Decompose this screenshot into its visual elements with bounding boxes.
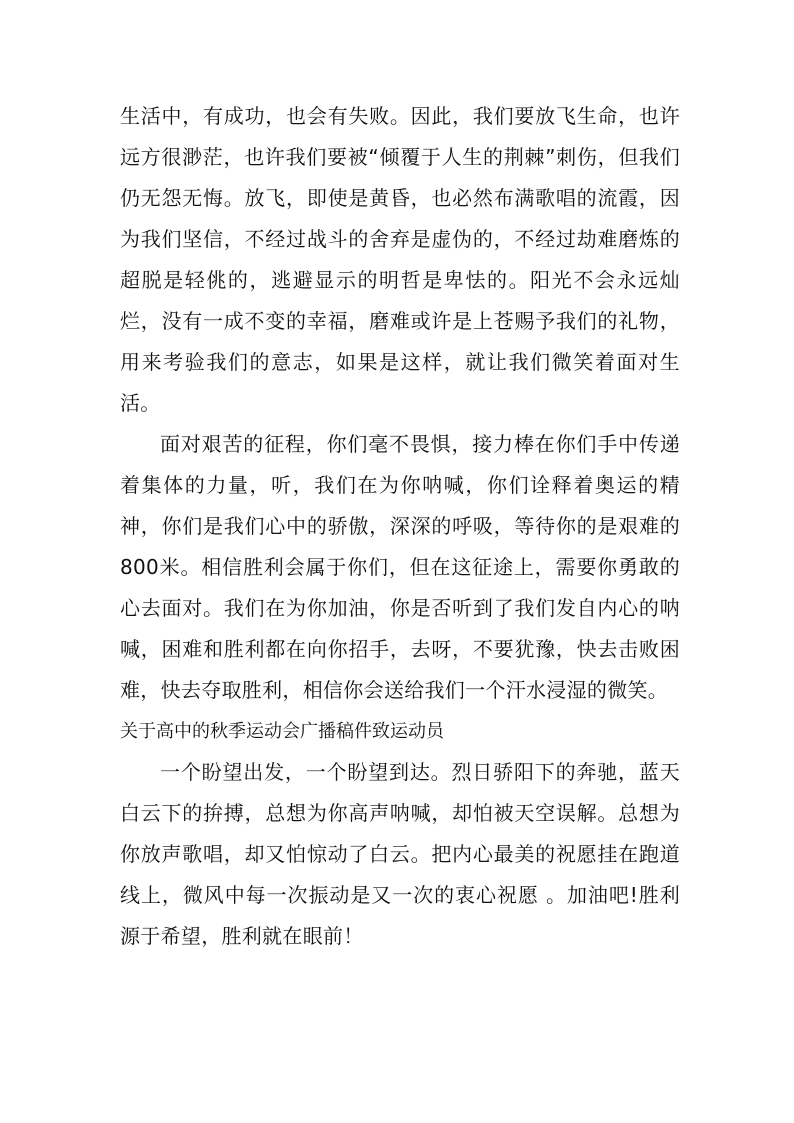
paragraph-2: 面对艰苦的征程，你们毫不畏惧，接力棒在你们手中传递着集体的力量，听，我们在为你呐喊，你们诠释着奥运的精神，你们是我们心中的骄傲，深深的呼吸，等待你的是艰难的800米。相信胜利会属于你们，但在这征途上，需要你勇敢的心去面对。我们在为你加油，你是否听到了我们发自内心的呐喊，困难和胜利都在向你招手，去呀，不要犹豫，快去击败困难，快去夺取胜利，相信你会送给我们一个汗水浸湿的微笑。 [120, 432, 680, 702]
paragraph-3: 一个盼望出发，一个盼望到达。烈日骄阳下的奔驰，蓝天白云下的拚搏，总想为你高声呐喊，却怕被天空误解。总想为你放声歌唱，却又怕惊动了白云。把内心最美的祝愿挂在跑道线上，微风中每一次振动是又一次的衷心祝愿 。加油吧!胜利源于希望，胜利就在眼前！ [120, 760, 680, 948]
document-body [120, 96, 680, 957]
section-heading: 关于高中的秋季运动会广播稿件致运动员 [120, 721, 444, 742]
paragraph-1: 生活中，有成功，也会有失败。因此，我们要放飞生命，也许远方很渺茫，也许我们要被“倾覆于人生的荆棘”刺伤，但我们仍无怨无悔。放飞，即使是黄昏，也必然布满歌唱的流霞，因为我们坚信，不经过战斗的舍弃是虚伪的，不经过劫难磨炼的超脱是轻佻的，逃避显示的明哲是卑怯的。阳光不会永远灿烂，没有一成不变的幸福，磨难或许是上苍赐予我们的礼物，用来考验我们的意志，如果是这样，就让我们微笑着面对生活。 [120, 104, 680, 415]
